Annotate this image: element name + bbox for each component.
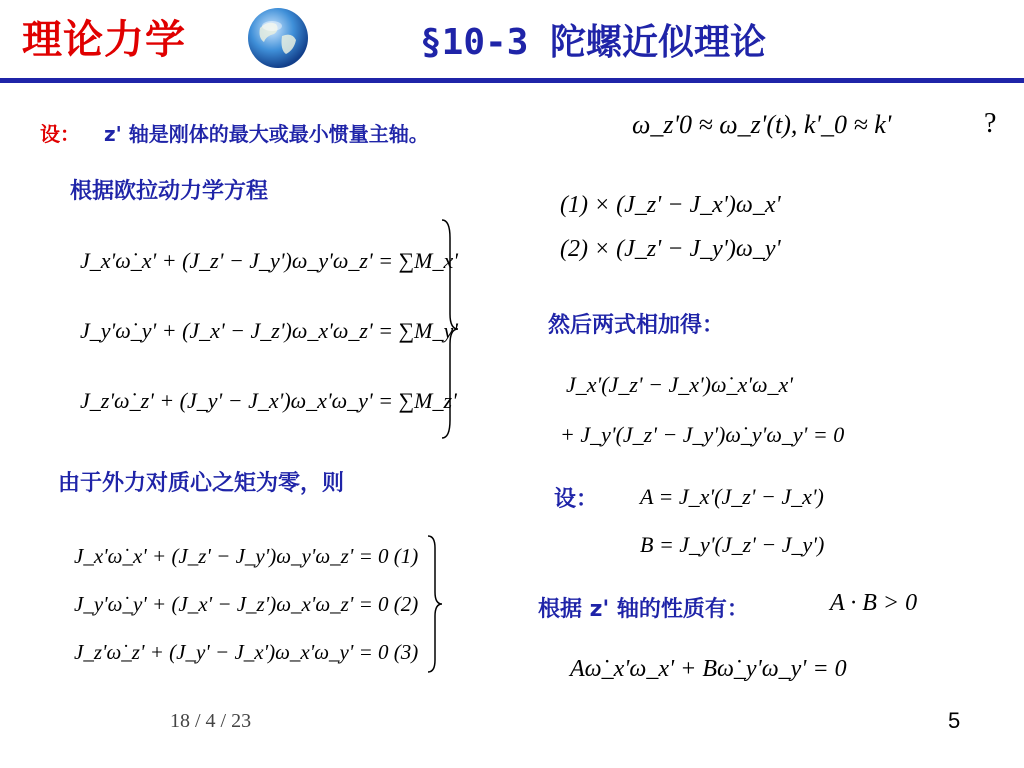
zero-moment-equation: J_y'ω̇_y' + (J_x' − J_z')ω_x'ω_z' = 0 (2) [74,592,419,616]
zero-moment-equation: J_z'ω̇_z' + (J_y' − J_x')ω_x'ω_y' = 0 (3) [74,640,419,664]
definition-equation: A = J_x'(J_z' − J_x') [640,484,824,509]
right-brace [426,534,444,674]
header-divider [0,78,1024,83]
multiply-equation: (1) × (J_z' − J_x')ω_x' [560,192,781,218]
approx-expression: ω_z'0 ≈ ω_z'(t), k'_0 ≈ k' [632,110,892,139]
euler-equation: J_y'ω̇_y' + (J_x' − J_z')ω_x'ω_z' = ∑M_y' [80,318,458,343]
globe-icon [246,6,310,70]
add-heading: 然后两式相加得： [548,313,725,338]
assume-label: 设： [40,122,80,146]
sum-equation: J_x'(J_z' − J_x')ω̇_x'ω_x' [566,372,794,397]
right-brace [440,218,460,440]
section-title: §10-3 陀螺近似理论 [420,22,767,63]
question-mark: ? [984,108,997,139]
final-equation: Aω̇_x'ω_x' + Bω̇_y'ω_y' = 0 [570,656,847,682]
multiply-equation: (2) × (J_z' − J_y')ω_y' [560,236,781,262]
definition-equation: B = J_y'(J_z' − J_y') [640,532,825,557]
axis-statement: z' 轴是刚体的最大或最小惯量主轴。 [104,122,429,146]
euler-equation: J_z'ω̇_z' + (J_y' − J_x')ω_x'ω_y' = ∑M_z' [80,388,457,413]
assume-label-right: 设： [554,487,599,512]
page-number: 5 [948,708,961,733]
zero-moment-heading: 由于外力对质心之矩为零，则 [58,471,345,496]
euler-equation: J_x'ω̇_x' + (J_z' − J_y')ω_y'ω_z' = ∑M_x' [80,248,458,273]
zero-moment-equation: J_x'ω̇_x' + (J_z' − J_y')ω_y'ω_z' = 0 (1) [74,544,419,568]
property-expression: A · B > 0 [830,590,918,616]
sum-equation: + J_y'(J_z' − J_y')ω̇_y'ω_y' = 0 [560,422,845,447]
euler-heading: 根据欧拉动力学方程 [70,179,269,204]
property-heading: 根据 z' 轴的性质有： [538,597,749,622]
course-title: 理论力学 [22,17,186,63]
footer-date: 18 / 4 / 23 [170,710,252,732]
